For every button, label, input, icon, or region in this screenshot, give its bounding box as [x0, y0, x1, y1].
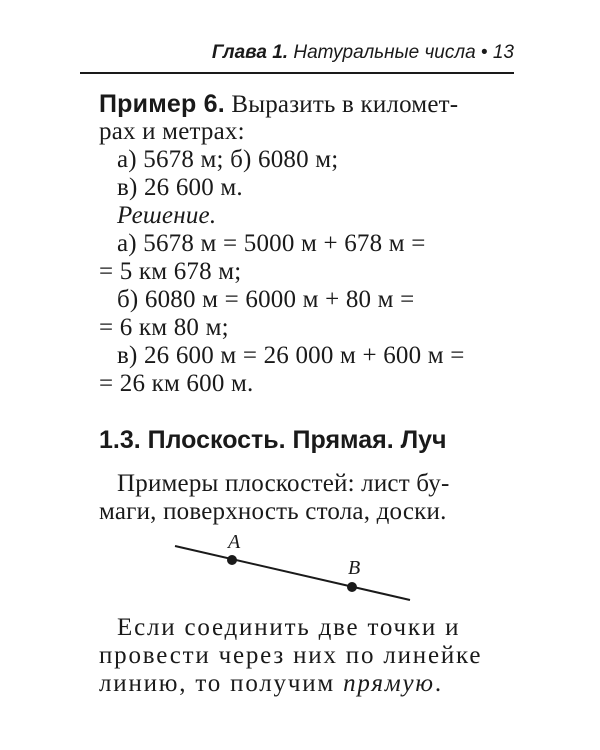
paragraph-2-line-3 — [99, 670, 443, 698]
solution-line: а) 5678 м = 5000 м + 678 м = — [117, 230, 426, 257]
header-bullet: • — [480, 42, 488, 63]
point-a — [227, 555, 237, 565]
solution-line: = 26 км 600 м. — [99, 370, 254, 397]
point-a-label: A — [228, 531, 241, 553]
paragraph-1-line-2: маги, поверхность стола, доски. — [99, 498, 447, 525]
example-task-line-2: рах и метрах: — [99, 118, 245, 145]
solution-line: = 5 км 678 м; — [99, 258, 242, 285]
solution-line: = 6 км 80 м; — [99, 314, 229, 341]
straight-line — [175, 546, 410, 600]
running-header — [80, 40, 514, 74]
chapter-title: Натуральные числа — [293, 42, 476, 63]
solution-line: б) 6080 м = 6000 м + 80 м = — [117, 286, 415, 313]
example-label: Пример 6. — [99, 90, 225, 118]
point-b-label: B — [348, 557, 361, 579]
example-task-line-1 — [99, 90, 458, 119]
example-items-line-2: в) 26 600 м. — [117, 174, 243, 201]
page-number: 13 — [492, 42, 514, 63]
term-line: прямую — [343, 670, 435, 697]
example-task-text-1: Выразить в километ- — [224, 91, 459, 118]
paragraph-1-line-1: Примеры плоскостей: лист бу- — [117, 470, 450, 497]
point-b — [347, 582, 357, 592]
solution-label: Решение. — [117, 202, 217, 229]
line-figure — [170, 530, 420, 610]
paragraph-2-end: . — [434, 670, 443, 697]
section-heading: 1.3. Плоскость. Прямая. Луч — [99, 426, 447, 454]
example-items-line-1: а) 5678 м; б) 6080 м; — [117, 146, 339, 173]
paragraph-2-text: линию, то получим — [99, 670, 344, 697]
chapter-label: Глава 1. — [211, 42, 289, 63]
solution-line: в) 26 600 м = 26 000 м + 600 м = — [117, 342, 465, 369]
paragraph-2-line-2: провести через них по линейке — [99, 642, 483, 669]
paragraph-2-line-1: Если соединить две точки и — [117, 614, 461, 641]
